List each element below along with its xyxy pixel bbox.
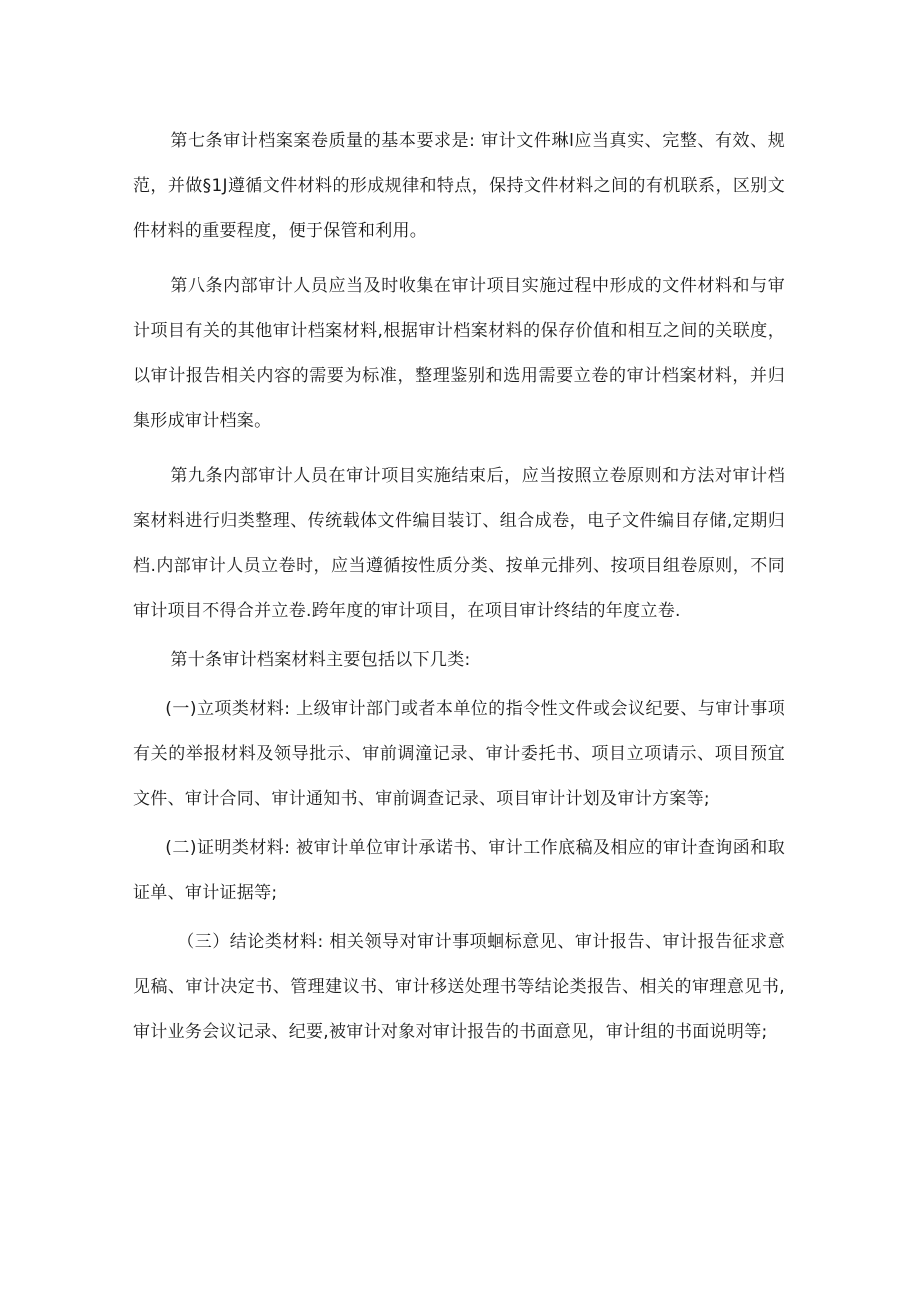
document-body bbox=[133, 119, 785, 1055]
paragraph-item-3: （三）结论类材料: 相关领导对审计事项蛔标意见、审计报告、审计报告征求意见稿、审计决定书、管理建议书、审计移送处理书等结论类报告、相关的审理意见书,审计业务会议记录、纪要,被审计对象对审计报告的书面意见，审计组的书面说明等; bbox=[133, 932, 785, 1042]
paragraph-item-2: (二)证明类材料: 被审计单位审计承诺书、审计工作底稿及相应的审计查询函和取证单、审计证据等; bbox=[133, 838, 785, 903]
paragraph-item-1: (一)立项类材料: 上级审计部门或者本单位的指令性文件或会议纪要、与审计事项有关的举报材料及领导批示、审前调潼记录、审计委托书、项目立项请示、项目预宜文件、审计合同、审计通知书、审前调查记录、项目审计计划及审计方案等; bbox=[133, 699, 785, 809]
paragraph-article-10: 第十条审计档案材料主要包括以下几类: bbox=[170, 650, 471, 670]
paragraph-article-8: 第八条内部审计人员应当及时收集在审计项目实施过程中形成的文件材料和与审计项目有关的其他审计档案材料,根据审计档案材料的保存价值和相互之间的关联度，以审计报告相关内容的需要为标准，整理鉴别和选用需要立卷的审计档案材料，并归集形成审计档案。 bbox=[133, 276, 785, 431]
paragraph-article-7: 第七条审计档案案卷质量的基本要求是: 审计文件琳l应当真实、完整、有效、规范，并做§1J遵循文件材料的形成规律和特点，保持文件材料之间的有机联系，区别文件材料的重要程度，便于保管和利用。 bbox=[133, 131, 785, 241]
paragraph-article-9: 第九条内部审计人员在审计项目实施结束后，应当按照立卷原则和方法对审计档案材料进行归类整理、传统载体文件编目装订、组合成卷，电子文件编目存储,定期归档.内部审计人员立卷时，应当遵循按性质分类、按单元排列、按项目组卷原则，不同审计项目不得合并立卷.跨年度的审计项目，在项目审计终结的年度立卷. bbox=[133, 466, 785, 621]
